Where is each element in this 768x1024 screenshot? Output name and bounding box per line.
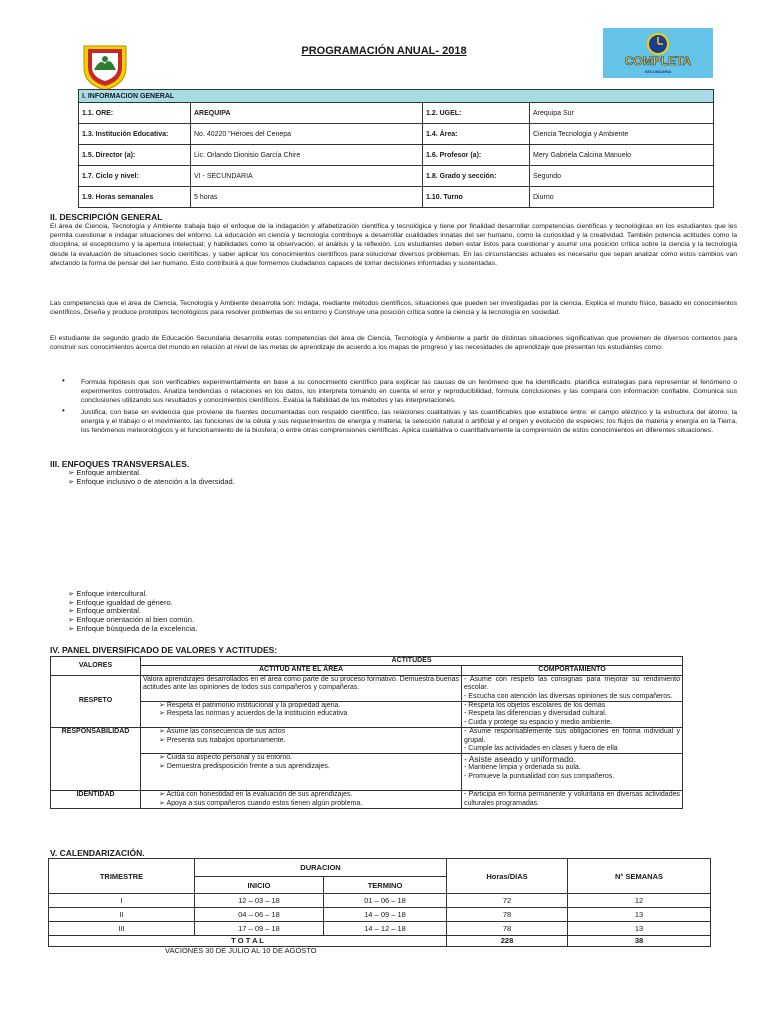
info-header: I. INFORMACION GENERAL [79,90,714,103]
bullet-icon: • [62,376,65,385]
section-heading-enfoques: III. ENFOQUES TRANSVERSALES. [50,459,190,469]
svg-text:COMPLETA: COMPLETA [624,54,692,68]
table-row-total: T O T A L 228 38 [49,936,711,947]
table-row: 1.1. ORE: AREQUIPA 1.2. UGEL: Arequipa Sur [79,103,714,124]
list-item: ➢ Enfoque inclusivo o de atención a la diversidad. [68,478,235,487]
school-crest-icon [80,40,130,92]
list-item: ➢ Enfoque intercultural. [68,590,197,599]
desc-paragraph-3: El estudiante de segundo grado de Educación Secundaria desarrolla estas competencias del área de Ciencia, Tecnología y Ambiente a partir de distintas situaciones significativas que provienen de diversos contextos para construir sus conocimientos acerca del mundo en relación al nivel de las metas de aprendizaje de acuerdo a los mapas de progreso y las necesidades de aprendizaje que presentan los estudiantes como: [50,335,737,352]
valores-actitudes-table: VALORES ACTITUDES ACTITUD ANTE EL ÁREA COMPORTAMIENTO RESPETO Valora aprendizajes desarrollados en el área como parte de su proceso formativo. Demuestra buenas actitudes ante las opiniones de todos sus compañeros y compañeras. - Asume con respeto las consignas para mejorar su rendimiento escolar. - Escucha con atención las diversas opiniones de sus compañeros. ➢ Respeta el patrimonio institucional y la propiedad ajena. ➢ Respeta las normas y acuerdos de la institución educativa - Respeta los objetos escolares de los demás - Respeta las diferencias y diversidad cultural. - Cuida y protege su espacio y medio ambiente. RESPONSABILIDAD ➢ Asume las consecuencia de sus actos ➢ Presenta sus trabajos oportunamente. - Asume responsablemente sus obligaciones en forma individual y grupal. - Cumple las actividades en clases y fuera de ella ➢ Cuida su aspecto personal y su entorno. ➢ Demuestra predisposición frente a sus aprendizajes. - Asiste aseado y uniformado. - Mantiene limpia y ordenada su aula. - Promueve la puntualidad con sus compañeros. IDENTIDAD ➢ Actúa con honestidad en la evaluación de sus aprendizajes. ➢ Apoya a sus compañeros cuando estos tienen algún problema. - Participa en forma permanente y voluntaria en diversas actividades culturales programadas. [50,656,683,809]
table-row: 1.5. Director (a): Lic. Orlando Dionisio García Chire 1.6. Profesor (a): Mery Gabriela Calcina Manuelo [79,145,714,166]
desc-paragraph-2: Las competencias que el área de Ciencia, Tecnología y Ambiente desarrolla son: Indaga, mediante métodos científicos, situaciones que pueden ser investigadas por la ciencia, Explica el mundo físico, basado en conocimientos científicos, Diseña y produce prototipos tecnológicos para resolver problemas de su entorno y Construye una posición crítica sobre la ciencia y la tecnología en sociedad. [50,300,737,317]
desc-bullet-1: Formula hipótesis que son verificables experimentalmente en base a su conocimiento científico para explicar las causas de un fenómeno que ha identificado. planifica estrategias para representar el fenómeno o experimentos controlados. Analiza tendencias o relaciones en los datos, los interpreta tomando en cuenta el error y reproducibilidad, formula conclusiones y las compara con información confiable. Comunica sus conclusiones utilizando sus resultados y conocimientos científicos. Evalúa la fiabilidad de los métodos y las interpretaciones. [81,379,737,405]
list-item: ➢ Enfoque orientación al bien común. [68,616,197,625]
section-heading-desc: II. DESCRIPCIÓN GENERAL [50,212,163,222]
list-item: ➢ Enfoque ambiental. [68,469,235,478]
table-row: ➢ Cuida su aspecto personal y su entorno. ➢ Demuestra predisposición frente a sus aprendizajes. - Asiste aseado y uniformado. - Mantiene limpia y ordenada su aula. - Promueve la puntualidad con sus compañeros. [51,754,683,791]
enfoques-list-1 [68,469,235,486]
table-row: RESPONSABILIDAD ➢ Asume las consecuencia de sus actos ➢ Presenta sus trabajos oportunamente. - Asume responsablemente sus obligaciones en forma individual y grupal. - Cumple las actividades en clases y fuera de ella [51,728,683,754]
bullet-icon: • [62,406,65,415]
table-row: RESPETO Valora aprendizajes desarrollados en el área como parte de su proceso formativo. Demuestra buenas actitudes ante las opiniones de todos sus compañeros y compañeras. - Asume con respeto las consignas para mejorar su rendimiento escolar. - Escucha con atención las diversas opiniones de sus compañeros. [51,675,683,701]
table-row: II 04 – 06 – 18 14 – 09 – 18 78 13 [49,908,711,922]
table-row: I 12 – 03 – 18 01 – 06 – 18 72 12 [49,894,711,908]
list-item: ➢ Enfoque ambiental. [68,607,197,616]
section-heading-calendar: V. CALENDARIZACIÓN. [50,848,145,858]
table-row: 1.7. Ciclo y nivel: VI - SECUNDARIA 1.8. Grado y sección: Segundo [79,166,714,187]
enfoques-list-2 [68,590,197,633]
desc-bullet-2: Justifica, con base en evidencia que proviene de fuentes documentadas con respaldo científico, las relaciones cualitativas y las cuantificables que establece entre: el campo eléctrico y la estructura del átomo; la energía y el trabajo o el movimiento, las funciones de la célula y sus requerimientos de energía y materia; la selección natural o artificial y el origen y evolución de especies; los flujos de materia y energía en la Tierra, los fenómenos meteorológicos y el funcionamiento de la biosfera; o entre otras comprensiones científicas. Aplica cualitativa o cuantitativamente la comprensión de estos conocimientos en diferentes situaciones. [81,409,737,435]
info-general-table [78,89,714,208]
table-row: IDENTIDAD ➢ Actúa con honestidad en la evaluación de sus aprendizajes. ➢ Apoya a sus compañeros cuando estos tienen algún problema. - Participa en forma permanente y voluntaria en diversas actividades culturales programadas. [51,791,683,809]
list-item: ➢ Enfoque búsqueda de la excelencia. [68,625,197,634]
calendar-table: TRIMESTRE DURACION Horas/DIAS N° SEMANAS INICIO TERMINO I 12 – 03 – 18 01 – 06 – 18 72 12 II 04 – 06 – 18 14 – 09 – 18 78 13 III 17 – 09 – 18 14 – 12 – 18 78 13 T O T A L 228 38 [48,858,711,947]
page-title: PROGRAMACIÓN ANUAL- 2018 [301,45,467,57]
table-row: ➢ Respeta el patrimonio institucional y la propiedad ajena. ➢ Respeta las normas y acuerdos de la institución educativa - Respeta los objetos escolares de los demás - Respeta las diferencias y diversidad cultural. - Cuida y protege su espacio y medio ambiente. [51,701,683,727]
table-row: 1.3. Institución Educativa: No. 40220 "Héroes del Cenepa 1.4. Área: Ciencia Tecnologia y Ambiente [79,124,714,145]
list-item: ➢ Enfoque igualdad de género. [68,599,197,608]
table-row: III 17 – 09 – 18 14 – 12 – 18 78 13 [49,922,711,936]
section-heading-panel: IV. PANEL DIVERSIFICADO DE VALORES Y ACTITUDES: [50,645,278,655]
jornada-completa-logo [603,28,713,78]
svg-text:SECUNDARIA: SECUNDARIA [644,69,672,74]
table-row: 1.9. Horas semanales 5 horas 1.10. Turno Diurno [79,187,714,208]
desc-paragraph-1: El área de Ciencia, Tecnología y Ambiente trabaja bajo el enfoque de la indagación y alfabetización científica y tecnológica y tiene por finalidad desarrollar competencias científicas y tecnológicas en los estudiantes que les permita cuestionar e indagar situaciones del entorno. La educación en ciencia y tecnología contribuye a desarrollar cualidades innatas del ser humano, como la curiosidad y la creatividad. También potencia actitudes como la disciplina, el escepticismo y la apertura intelectual; y habilidades como la observación, el análisis y la reflexión. Los estudiantes deben estar listos para cuestionar y asumir una posición crítica sobre la ciencia y la tecnología desde la evaluación de situaciones socio científicas, y saber aplicar los conocimientos científicos para solucionar diversos problemas. En las circunstancias actuales es necesario que sepan analizar cómo estos cambios van afectando la forma de pensar del ser humano. Esto contribuirá a que formemos ciudadanos capaces de tomar decisiones informadas y sustentadas. [50,223,737,267]
vacaciones-note: VACIONES 30 DE JULIO AL 10 DE AGOSTO [165,946,317,955]
